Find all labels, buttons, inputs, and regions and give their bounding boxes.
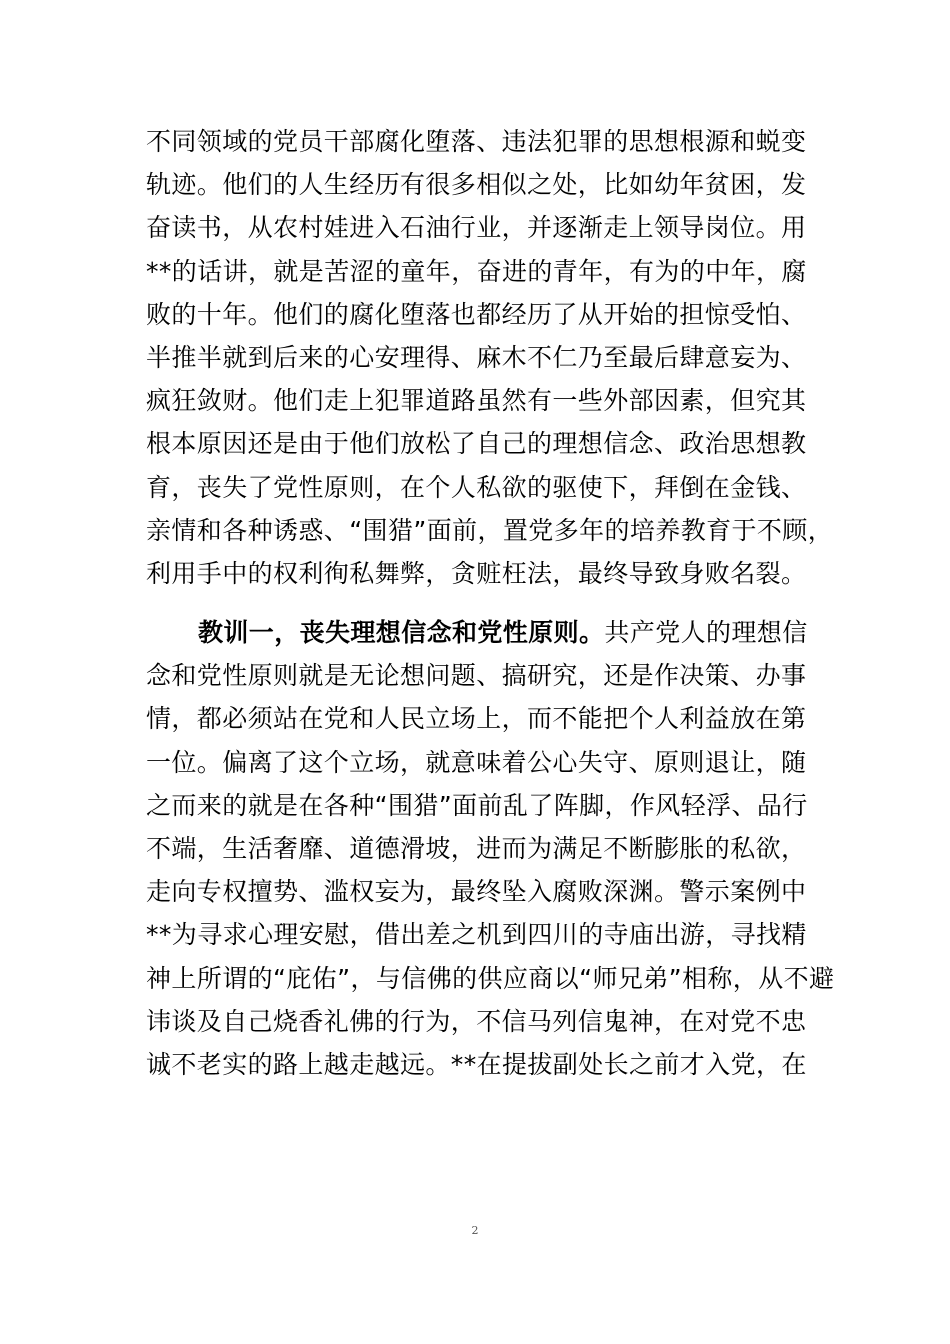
text-line: 利用手中的权利徇私舞弊，贪赃枉法，最终导致身败名裂。 (146, 558, 807, 588)
text-line: 神上所谓的“庇佑”，与信佛的供应商以“师兄弟”相称，从不避 (146, 963, 835, 993)
text-line: **的话讲，就是苦涩的童年，奋进的青年，有为的中年，腐 (146, 256, 807, 286)
text-line: 半推半就到后来的心安理得、麻木不仁乃至最后肆意妄为、 (146, 342, 807, 372)
document-body (146, 120, 835, 1086)
text-line: 疯狂敛财。他们走上犯罪道路虽然有一些外部因素，但究其 (146, 386, 807, 416)
text-line: 走向专权擅势、滥权妄为，最终坠入腐败深渊。警示案例中 (146, 877, 807, 907)
paragraph-first-line (146, 611, 826, 654)
text-line: 诚不老实的路上越走越远。**在提拔副处长之前才入党，在 (146, 1049, 807, 1079)
text-line: 讳谈及自己烧香礼佛的行为，不信马列信鬼神，在对党不忠 (146, 1006, 807, 1036)
paragraph-2 (146, 611, 835, 1086)
text-line: 轨迹。他们的人生经历有很多相似之处，比如幼年贫困，发 (146, 170, 807, 200)
text-line: 根本原因还是由于他们放松了自己的理想信念、政治思想教 (146, 429, 807, 459)
page-number: 2 (471, 1224, 479, 1237)
text-line: 一位。偏离了这个立场，就意味着公心失守、原则退让，随 (146, 747, 807, 777)
text-line: 奋读书，从农村娃进入石油行业，并逐渐走上领导岗位。用 (146, 213, 807, 243)
text-line: 情，都必须站在党和人民立场上，而不能把个人利益放在第 (146, 704, 807, 734)
text-run: 共产党人的理想信 (604, 618, 808, 648)
text-line: 不端，生活奢靡、道德滑坡，进而为满足不断膨胀的私欲， (146, 834, 807, 863)
text-line: 亲情和各种诱惑、“围猎”面前，置党多年的培养教育于不顾， (146, 515, 834, 545)
text-line: 念和党性原则就是无论想问题、搞研究，还是作决策、办事 (146, 661, 807, 691)
lesson-heading: 教训一，丧失理想信念和党性原则。 (198, 618, 605, 648)
text-line: **为寻求心理安慰，借出差之机到四川的寺庙出游，寻找精 (146, 920, 807, 950)
text-line: 育，丧失了党性原则，在个人私欲的驱使下，拜倒在金钱、 (146, 472, 807, 502)
text-line: 之而来的就是在各种“围猎”面前乱了阵脚，作风轻浮、品行 (146, 790, 808, 820)
paragraph-1 (146, 120, 834, 595)
text-line: 不同领域的党员干部腐化堕落、违法犯罪的思想根源和蜕变 (146, 127, 807, 156)
text-line: 败的十年。他们的腐化堕落也都经历了从开始的担惊受怕、 (146, 299, 807, 329)
